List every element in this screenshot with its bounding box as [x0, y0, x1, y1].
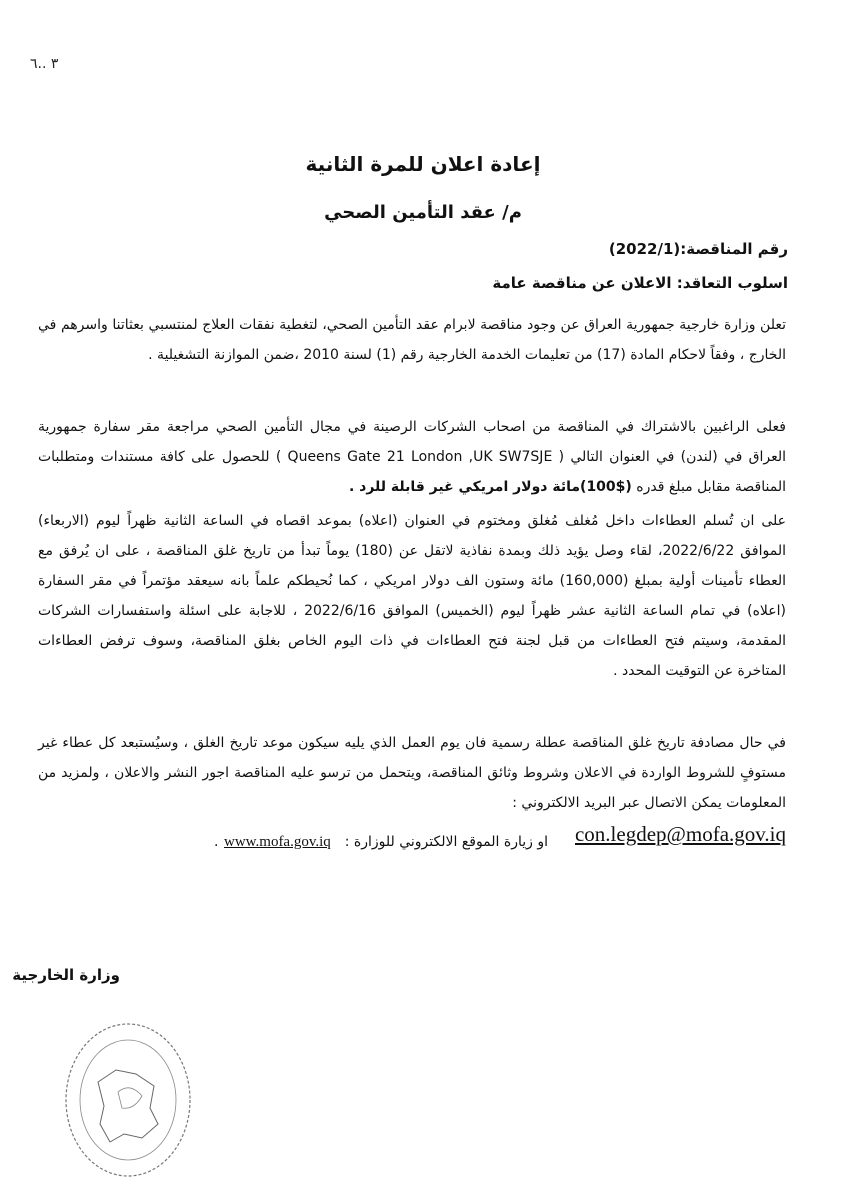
document-fee: ($100)مائة دولار امريكي غير قابلة للرد . [348, 479, 632, 495]
contract-method: اسلوب التعاقد: الاعلان عن مناقصة عامة [492, 274, 788, 292]
ministry-signature: وزارة الخارجية [12, 966, 120, 984]
announcement-title: إعادة اعلان للمرة الثانية [305, 152, 541, 176]
embassy-address: ( Queens Gate 21 London ,UK SW7SJE ) [275, 449, 565, 465]
paragraph-participation [38, 412, 786, 502]
paragraph-closing: في حال مصادفة تاريخ غلق المناقصة عطلة رسمية فان يوم العمل الذي يليه سيكون موعد تاريخ الغلق ، وسيُستبعد كل عطاء غير مستوفٍ للشروط الواردة في الاعلان وشروط وثائق المناقصة، ويتحمل من ترسو عليه المناقصة اجور النشر والاعلان ، ولمزيد من المعلومات يمكن الاتصال عبر البريد الالكتروني : [38, 735, 786, 811]
website-link[interactable]: www.mofa.gov.iq [224, 834, 331, 850]
contact-line [200, 822, 786, 862]
participation-text-2: للحصول على كافة مستندات ومتطلبات المناقصة مقابل مبلغ قدره [38, 449, 786, 495]
paragraph-submission: على ان تُسلم العطاءات داخل مُغلف مُغلق ومختوم في العنوان (اعلاه) بموعد اقصاه في الساعة الثانية ظهراً ليوم (الاربعاء) الموافق 2022/6/22، لقاء وصل يؤيد ذلك وبمدة نفاذية لاتقل عن (180) يوماً تبدأ من تاريخ غلق المناقصة ، على ان يُرفق مع العطاء تأمينات أولية بمبلغ (160,000) مائة وستون الف دولار امريكي ، كما نُحيطكم علماً بانه سيعقد مؤتمراً في مقر السفارة (اعلاه) في تمام الساعة الثانية عشر ظهراً ليوم (الخميس) الموافق 2022/6/16 ، للاجابة على اسئلة واستفسارات الشركات المقدمة، وسيتم فتح العطاءات من قبل لجنة فتح العطاءات في ذات اليوم الخاص بغلق المناقصة، وسوف ترفض العطاءات المتاخرة عن التوقيت المحدد . [38, 513, 786, 679]
participation-text: فعلى الراغبين بالاشتراك في المناقصة من اصحاب الشركات الرصينة في مجال التأمين الصحي مراجعة مقر سفارة جمهورية العراق في (لندن) في العنوان التالي [38, 419, 786, 465]
email-link[interactable]: con.legdep@mofa.gov.iq [574, 822, 786, 846]
ministry-seal-icon [58, 1012, 198, 1182]
page-mark: ٣ ..٦ [30, 56, 59, 72]
paragraph-intro: تعلن وزارة خارجية جمهورية العراق عن وجود مناقصة لابرام عقد التأمين الصحي، لتغطية نفقات العلاج لمنتسبي بعثاتنا واسرهم في الخارج ، وفقاً لاحكام المادة (17) من تعليمات الخدمة الخارجية رقم (1) لسنة 2010 ،ضمن الموازنة التشغيلية . [38, 317, 786, 363]
portal-lead: او زيارة الموقع الالكتروني للوزارة : [344, 834, 548, 850]
announcement-subject: م/ عقد التأمين الصحي [324, 202, 522, 223]
tender-number: رقم المناقصة:(2022/1) [608, 240, 788, 258]
end-mark: . [214, 834, 219, 850]
